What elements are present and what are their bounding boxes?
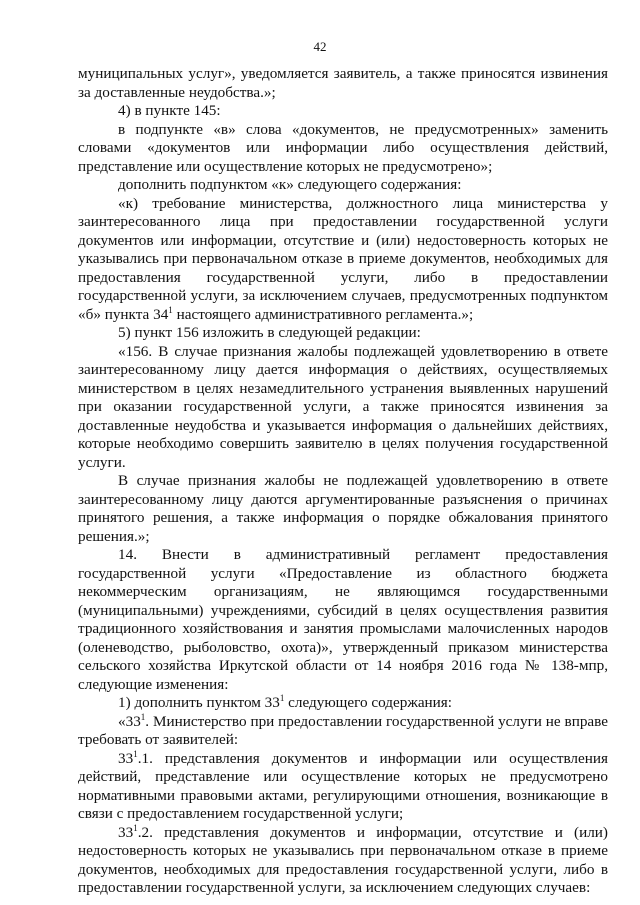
paragraph-text: «к) требование министерства, должностного лица министерства у заинтересованного лица при предоставлении государственной услуги документов или информации, отсутствие и (или) недостоверность которых не указывались при первоначальном отказе в приеме документов, необходимых для предоставления государственной услуги, либо в предоставлении государственной услуги, за исключением случаев, предусмотренных подпунктом «б» пункта 34 (78, 194, 608, 323)
paragraph-item-5: 5) пункт 156 изложить в следующей редакции: (118, 324, 421, 341)
paragraph-complaint-rejected: В случае признания жалобы не подлежащей удовлетворению в ответе заинтересованному лицу даются аргументированные разъяснения о причинах принятого решения, а также информация о порядке обжалования принятого решения.»; (78, 472, 608, 545)
paragraph-text: 1) дополнить пунктом 33 (118, 694, 280, 711)
paragraph-add-subitem-k: дополнить подпунктом «к» следующего содержания: (118, 176, 462, 193)
paragraph-point-33-1 (78, 713, 608, 750)
superscript: 1 (133, 822, 138, 833)
paragraph-add-point-33-1 (78, 694, 608, 713)
paragraph-text: «33 (118, 712, 141, 730)
paragraph-point-33-1-1 (78, 750, 608, 824)
page-number: 42 (313, 39, 327, 54)
paragraph-subitem-k (78, 195, 608, 325)
superscript: 1 (140, 711, 146, 722)
paragraph-subitem-v: в подпункте «в» слова «документов, не предусмотренных» заменить словами «документов или информации либо осуществления действий, представление или осуществление которых не предусмотрено»; (78, 120, 608, 175)
superscript: 1 (168, 304, 173, 315)
paragraph-point-33-1-2 (78, 824, 608, 898)
paragraph-text: 33 (118, 749, 134, 767)
paragraph-text: настоящего административного регламента.»; (172, 305, 474, 323)
paragraph-item-4: 4) в пункте 145: (118, 102, 221, 119)
superscript: 1 (133, 748, 138, 759)
paragraph-text: . Министерство при предоставлении государственной услуги не вправе требовать от заявителей: (78, 712, 608, 748)
paragraph-continuation: муниципальных услуг», уведомляется заявитель, а также приносятся извинения за доставленные неудобства.»; (78, 65, 608, 101)
paragraph-text: .2. представления документов и информации, отсутствие и (или) недостоверность которых не указывались при первоначальном отказе в приеме документов, необходимых для предоставления государственной услуги, либо в предоставлении государственной услуги, за исключением следующих случаев: (78, 823, 608, 896)
document-body (78, 65, 608, 898)
paragraph-text: .1. представления документов и информации или осуществления действий, представление или осуществление которых не предусмотрено нормативными правовыми актами, регулирующими отношения, возникающие в связи с предоставлением государственной услуги; (78, 749, 608, 822)
paragraph-text: 33 (118, 823, 134, 841)
paragraph-point-156: «156. В случае признания жалобы подлежащей удовлетворению в ответе заинтересованному лицу дается информация о действиях, осуществляемых министерством в целях незамедлительного устранения выявленных нарушений при оказании государственной услуги, а также приносятся извинения за доставленные неудобства и указывается информация о дальнейших действиях, которые необходимо совершить заявителю в целях получения государственной услуги. (78, 342, 608, 471)
paragraph-text: следующего содержания: (284, 694, 453, 711)
superscript: 1 (279, 693, 285, 703)
paragraph-item-14: 14. Внести в административный регламент предоставления государственной услуги «Предоставление из областного бюджета некоммерческим организациям, не являющимся государственными (муниципальными) учреждениями, субсидий в целях осуществления развития традиционного хозяйствования и занятия промыслами малочисленных народов (оленеводство, рыболовство, охота)», утвержденный приказом министерства сельского хозяйства Иркутской области от 14 ноября 2016 года № 138-мпр, следующие изменения: (78, 546, 608, 693)
